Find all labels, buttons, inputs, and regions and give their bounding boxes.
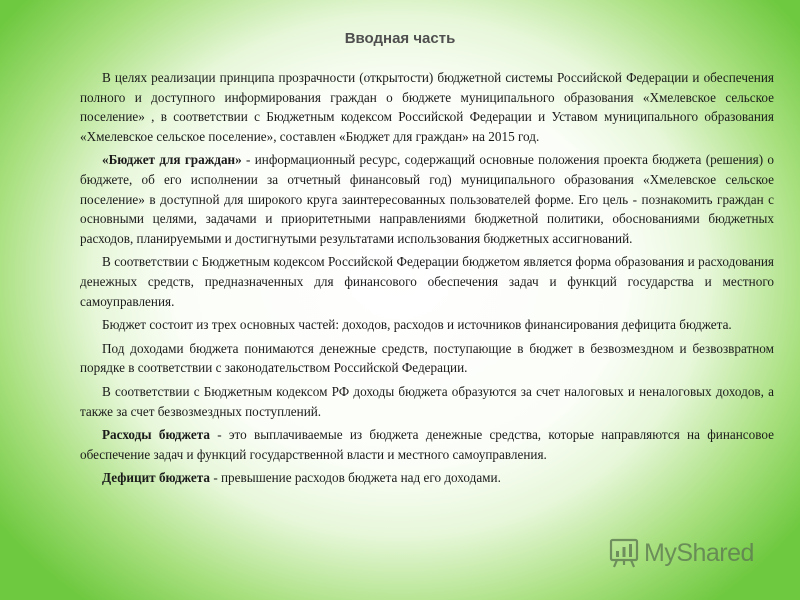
paragraph: Бюджет состоит из трех основных частей: доходов, расходов и источников финансирования дефицита бюджета. [102,317,732,333]
paragraph: В целях реализации принципа прозрачности (открытости) бюджетной системы Российской Федерации и обеспечения полного и доступного информирования граждан о бюджете муниципального образования «Хмелевское сельское поселение» , в соответствии с Бюджетным кодексом Российской Федерации и Уставом муниципального образования «Хмелевское сельское поселение», составлен «Бюджет для граждан» на 2015 год. [80,70,774,144]
paragraph: Под доходами бюджета понимаются денежные средств, поступающие в бюджет в безвозмездном и безвозвратном порядке в соответствии с законодательством Российской Федерации. [80,340,774,376]
body-text [80,68,774,492]
term: Расходы бюджета [102,427,210,443]
myshared-watermark[interactable] [608,536,768,570]
watermark-text: MyShared [644,538,754,567]
term: «Бюджет для граждан» [102,152,242,168]
paragraph: Расходы бюджета - это выплачиваемые из бюджета денежные средства, которые направляются на финансовое обеспечение задач и функций государственной власти и местного самоуправления. [80,427,774,462]
chart-board-icon [608,537,640,569]
paragraph: В соответствии с Бюджетным кодексом РФ доходы бюджета образуются за счет налоговых и неналоговых доходов, а также за счет безвозмездных поступлений. [80,383,774,419]
paragraph: В соответствии с Бюджетным кодексом Российской Федерации бюджетом является форма образования и расходования денежных средств, предназначенных для финансового обеспечения задач и функций государства и местного самоуправления. [80,254,774,309]
page-title: Вводная часть [344,30,456,47]
term: Дефицит бюджета [102,470,211,486]
paragraph: Дефицит бюджета - превышение расходов бюджета над его доходами. [102,470,501,486]
paragraph: «Бюджет для граждан» - информационный ресурс, содержащий основные положения проекта бюджета (решения) о бюджете, об его исполнении за отчетный финансовый год) муниципального образования «Хмелевское сельское поселение» в доступной для широкого круга заинтересованных пользователей форме. Его цель - познакомить граждан с основными целями, задачами и приоритетными направлениями бюджетной политики, обоснованиями бюджетных расходов, планируемыми и достигнутыми результатами использования бюджетных ассигнований. [80,152,775,246]
